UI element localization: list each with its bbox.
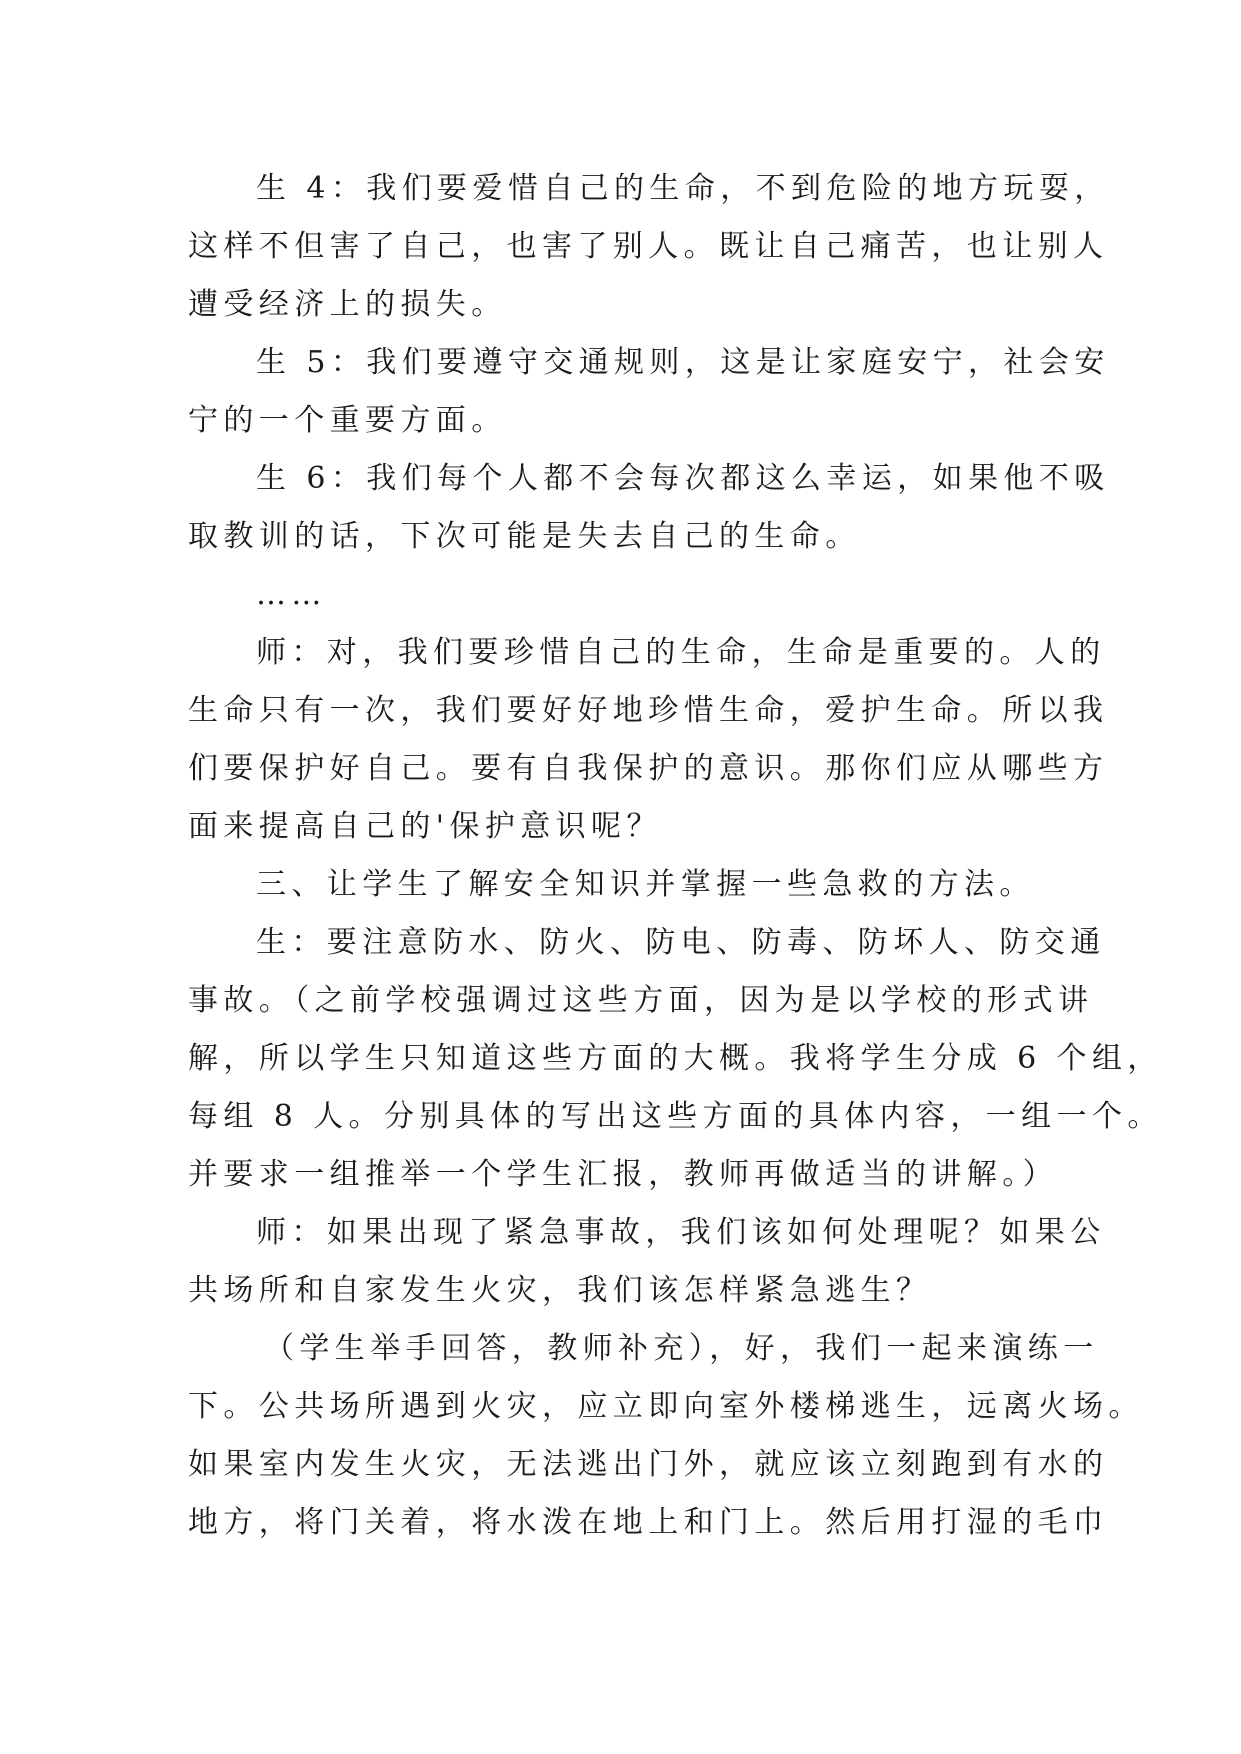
text-line: 生 6：我们每个人都不会每次都这么幸运，如果他不吸 <box>256 461 1110 496</box>
section-heading: 三、让学生了解安全知识并掌握一些急救的方法。 <box>256 867 1035 902</box>
ellipsis-line: …… <box>256 577 327 612</box>
text-line: 并要求一组推举一个学生汇报，教师再做适当的讲解。） <box>188 1157 1058 1192</box>
text-line: 遭受经济上的损失。 <box>188 287 507 322</box>
text-line: 生 5：我们要遵守交通规则，这是让家庭安宁，社会安 <box>256 345 1110 380</box>
text-line: 取教训的话，下次可能是失去自己的生命。 <box>188 519 861 554</box>
text-line: 下。公共场所遇到火灾，应立即向室外楼梯逃生，远离火场。 <box>188 1389 1144 1424</box>
text-line: 生 4：我们要爱惜自己的生命，不到危险的地方玩耍， <box>256 171 1110 206</box>
text-line: 这样不但害了自己，也害了别人。既让自己痛苦，也让别人 <box>188 229 1109 264</box>
text-line: 师：如果出现了紧急事故，我们该如何处理呢？如果公 <box>256 1215 1106 1250</box>
text-line: 宁的一个重要方面。 <box>188 403 507 438</box>
text-line: 面来提高自己的'保护意识呢？ <box>188 809 662 844</box>
text-line: 地方，将门关着，将水泼在地上和门上。然后用打湿的毛巾 <box>188 1505 1109 1540</box>
text-line: 解，所以学生只知道这些方面的大概。我将学生分成 6 个组， <box>188 1041 1163 1076</box>
text-line: 们要保护好自己。要有自我保护的意识。那你们应从哪些方 <box>188 751 1109 786</box>
text-line: 师：对，我们要珍惜自己的生命，生命是重要的。人的 <box>256 635 1106 670</box>
text-line: 共场所和自家发生火灾，我们该怎样紧急逃生？ <box>188 1273 932 1308</box>
text-line: 生命只有一次，我们要好好地珍惜生命，爱护生命。所以我 <box>188 693 1109 728</box>
text-line: 生：要注意防水、防火、防电、防毒、防坏人、防交通 <box>256 925 1106 960</box>
text-line: 每组 8 人。分别具体的写出这些方面的具体内容，一组一个。 <box>188 1099 1163 1134</box>
document-body <box>188 160 1163 1552</box>
text-line: （学生举手回答，教师补充），好，我们一起来演练一 <box>264 1331 1099 1366</box>
text-line: 如果室内发生火灾，无法逃出门外，就应该立刻跑到有水的 <box>188 1447 1109 1482</box>
text-line: 事故。（之前学校强调过这些方面，因为是以学校的形式讲 <box>188 983 1094 1018</box>
